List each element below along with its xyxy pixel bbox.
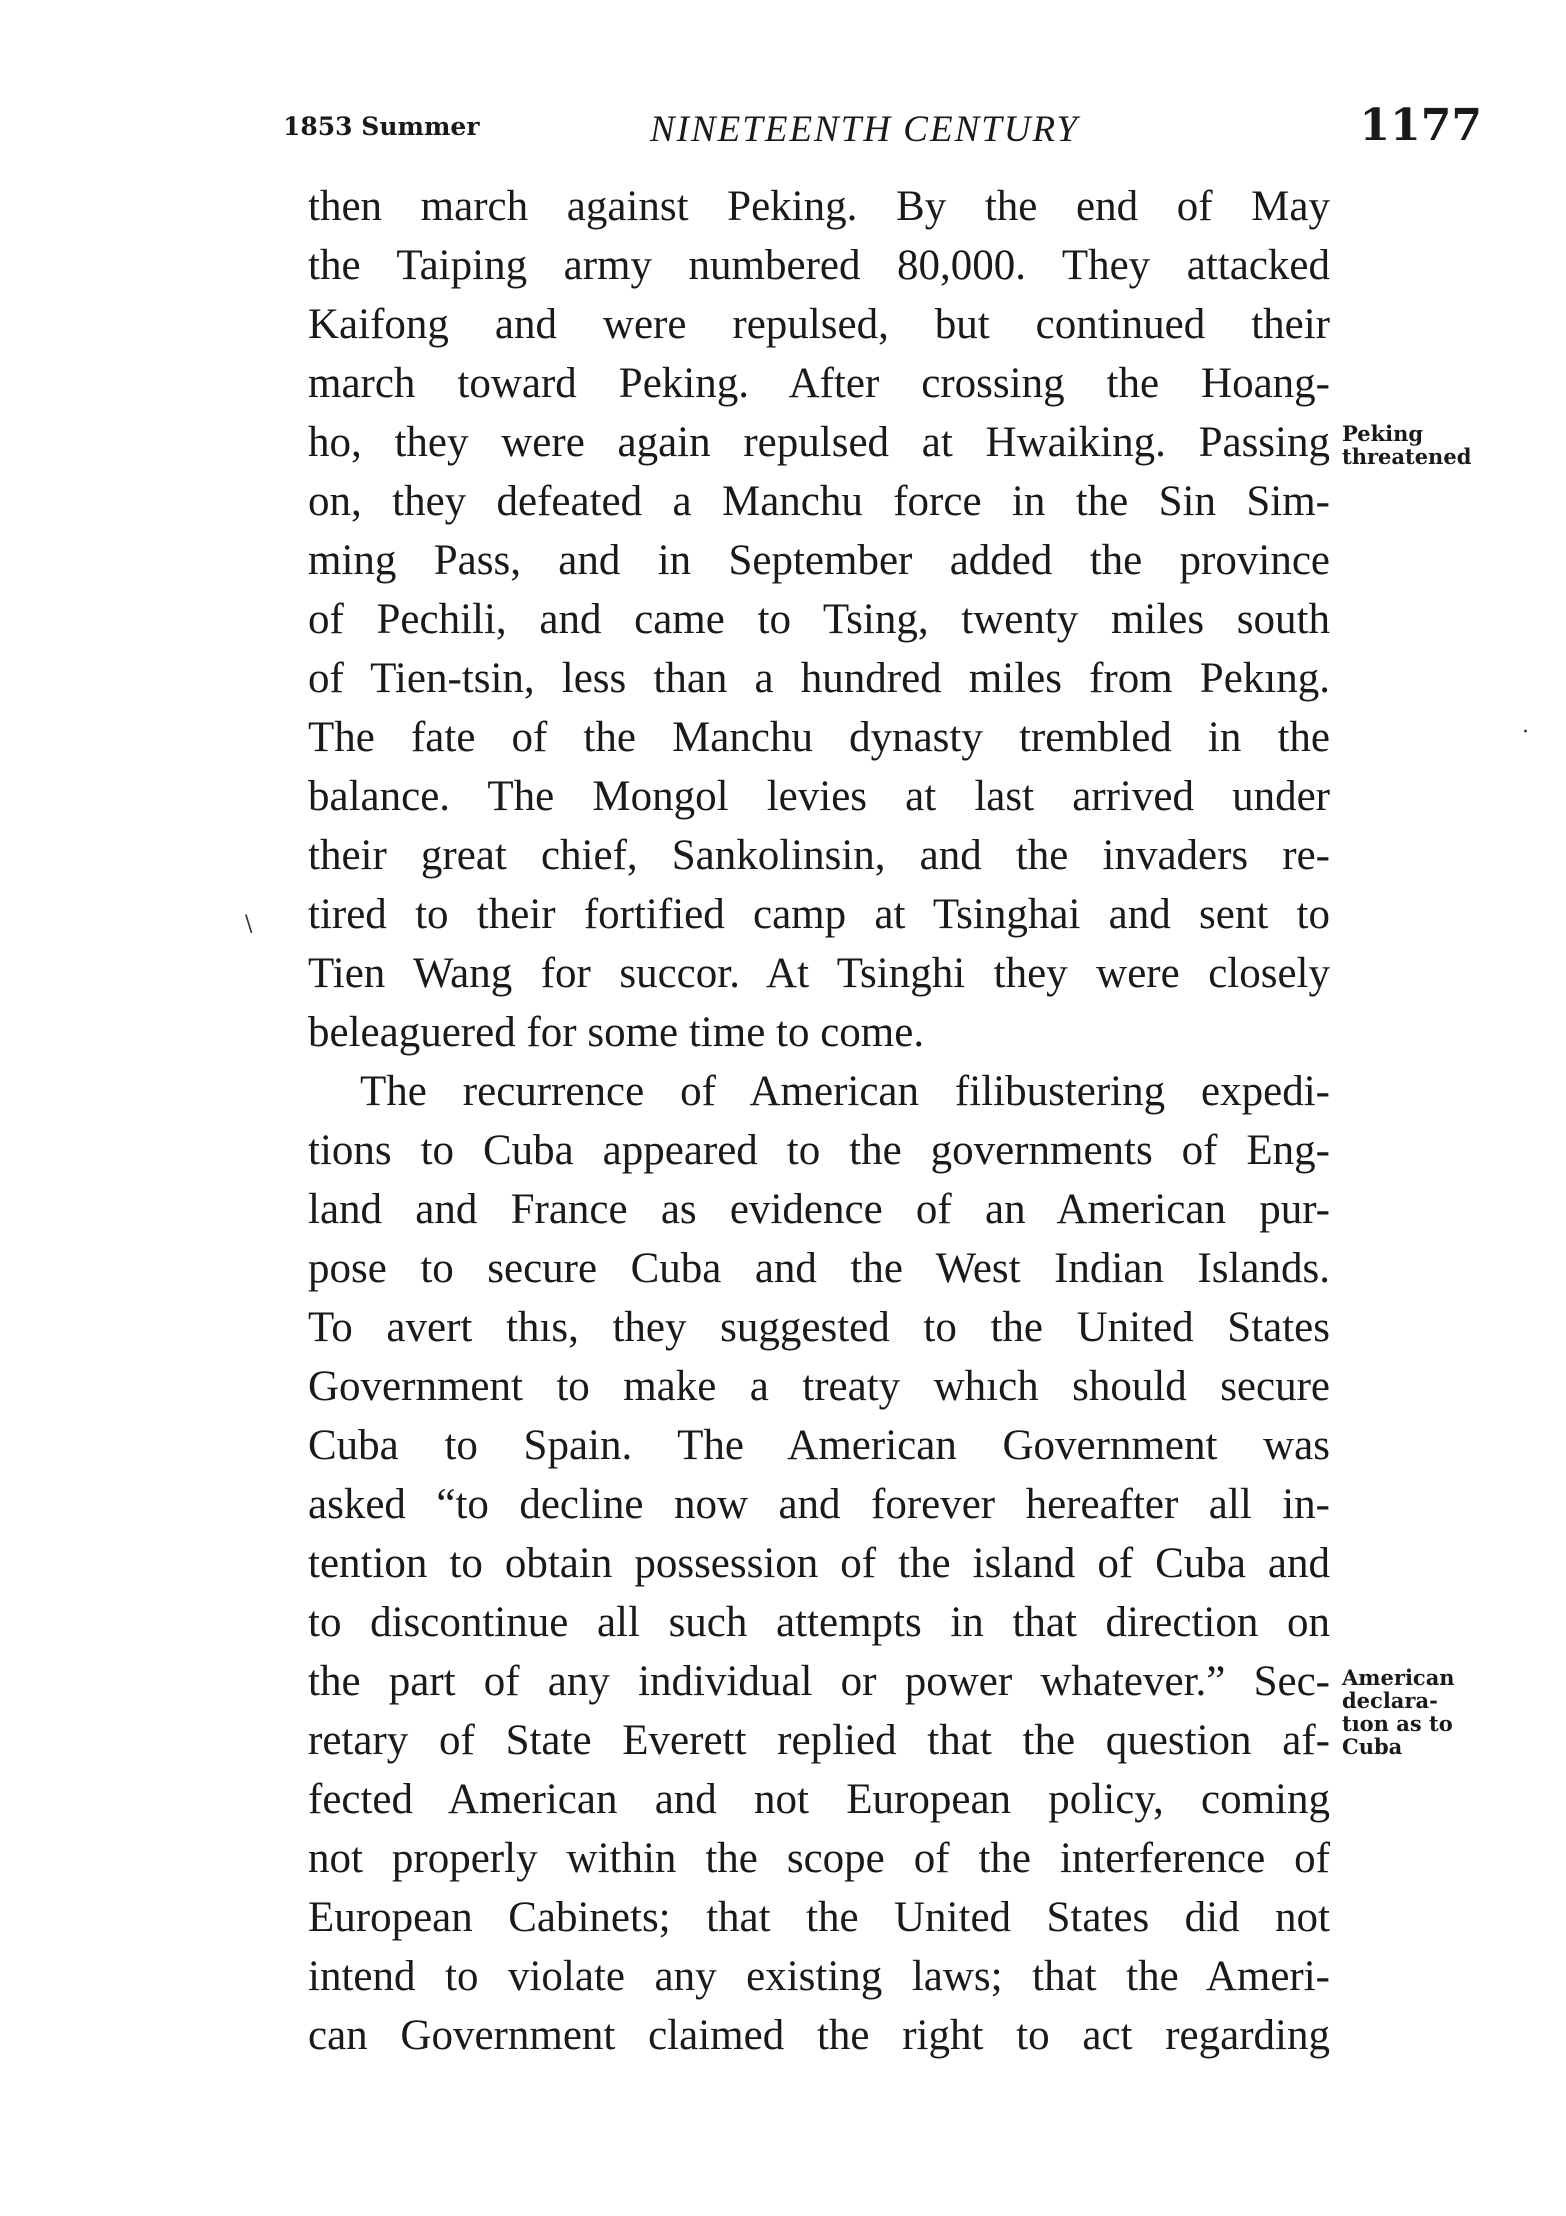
margin-note-peking-threatened (1342, 422, 1471, 468)
text-line: The fate of the Manchu dynasty trembled in the (308, 714, 1330, 761)
text-line: tired to their fortified camp at Tsinghai and sent to (308, 891, 1330, 938)
margin-note-line: tıon as to (1342, 1711, 1453, 1736)
text-line: ho, they were again repulsed at Hwaiking. Passing (308, 419, 1330, 466)
text-line: Kaifong and were repulsed, but continued their (308, 301, 1330, 348)
header-title: NINETEENTH CENTURY (650, 109, 1080, 150)
text-line: Tien Wang for succor. At Tsinghi they were closely (308, 950, 1330, 997)
text-line: Cuba to Spain. The American Government was (308, 1422, 1330, 1469)
text-line: intend to violate any existing laws; that the Ameri- (308, 1953, 1330, 2000)
paragraph-cuba (308, 1062, 1330, 2065)
text-line: To avert thıs, they suggested to the United States (308, 1304, 1330, 1351)
page-number: 1177 (1359, 100, 1482, 151)
text-line: their great chief, Sankolinsin, and the invaders re- (308, 832, 1330, 879)
text-line: the part of any individual or power whatever.” Sec- (308, 1658, 1330, 1705)
margin-note-line: Peking (1342, 421, 1424, 446)
running-header (0, 100, 1566, 160)
text-line: European Cabinets; that the United States did not (308, 1894, 1330, 1941)
text-line: tention to obtain possession of the island of Cuba and (308, 1540, 1330, 1587)
text-line: ming Pass, and in September added the province (308, 537, 1330, 584)
margin-note-line: threatened (1342, 444, 1472, 469)
text-line: fected American and not European policy, coming (308, 1776, 1330, 1823)
header-date: 1853 Summer (283, 112, 480, 141)
text-line: land and France as evidence of an American pur- (308, 1186, 1330, 1233)
stray-mark: · (1522, 720, 1529, 745)
text-line: march toward Peking. After crossing the Hoang- (308, 360, 1330, 407)
text-line: then march against Peking. By the end of May (308, 183, 1330, 230)
paragraph-taiping (308, 177, 1330, 1062)
text-line: balance. The Mongol levies at last arrived under (308, 773, 1330, 820)
text-line: beleaguered for some time to come. (308, 1009, 925, 1056)
text-line: retary of State Everett replied that the question af- (308, 1717, 1330, 1764)
text-line: tions to Cuba appeared to the governments of Eng- (308, 1127, 1330, 1174)
text-line: the Taiping army numbered 80,000. They attacked (308, 242, 1330, 289)
text-line: asked “to decline now and forever hereafter all in- (308, 1481, 1330, 1528)
text-line: of Pechili, and came to Tsing, twenty miles south (308, 596, 1330, 643)
text-line: The recurrence of American filibustering expedi- (360, 1068, 1330, 1115)
text-line: can Government claimed the right to act regarding (308, 2012, 1330, 2059)
stray-mark: \ (245, 912, 253, 937)
margin-note-line: American (1342, 1665, 1455, 1690)
margin-note-line: declara- (1342, 1688, 1438, 1713)
text-line: Government to make a treaty whıch should secure (308, 1363, 1330, 1410)
margin-note-american-declaration (1342, 1666, 1455, 1758)
text-line: not properly within the scope of the interference of (308, 1835, 1330, 1882)
text-line: to discontinue all such attempts in that direction on (308, 1599, 1330, 1646)
text-line: on, they defeated a Manchu force in the Sin Sim- (308, 478, 1330, 525)
text-line: of Tien-tsin, less than a hundred miles from Pekıng. (308, 655, 1330, 702)
text-line: pose to secure Cuba and the West Indian Islands. (308, 1245, 1330, 1292)
margin-note-line: Cuba (1342, 1734, 1403, 1759)
